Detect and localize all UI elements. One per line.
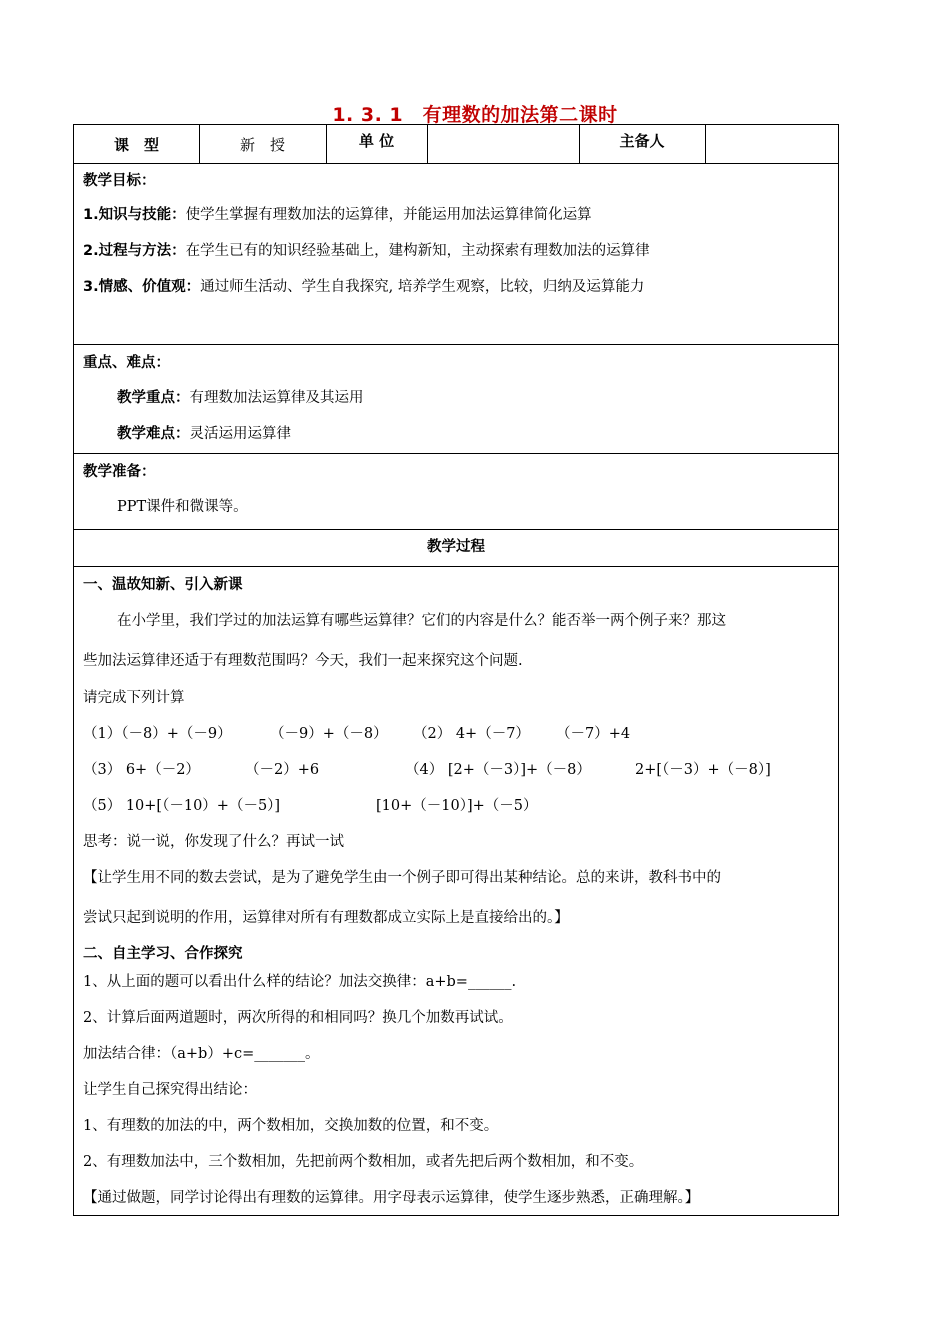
exercise-item: （1）（－8）+（－9） xyxy=(83,726,232,742)
exercise-prompt: 请完成下列计算 xyxy=(83,690,185,706)
objective-item: 1.知识与技能：使学生掌握有理数加法的运算律，并能运用加法运算律简化运算 xyxy=(83,207,592,223)
lesson-plan-table xyxy=(73,124,839,1216)
row-divider xyxy=(74,344,838,345)
exercise-item: （2） 4+（－7） xyxy=(413,726,530,742)
exercise-item: （3） 6+（－2） xyxy=(83,762,200,778)
page-title: 1. 3. 1 有理数的加法第二课时 xyxy=(332,104,618,126)
unit-label: 单 位 xyxy=(358,132,395,150)
question-line: 2、计算后面两道题时，两次所得的和相同吗？换几个加数再试试。 xyxy=(83,1010,513,1026)
exercise-item: 2+[（－3）+（－8）] xyxy=(635,762,771,778)
exercise-item: （5） 10+[（－10）+（－5）] xyxy=(83,798,281,814)
row-divider xyxy=(74,163,838,164)
type-value: 新 授 xyxy=(239,135,285,154)
exercise-item: （－7）+4 xyxy=(556,726,631,742)
intro-line: 在小学里，我们学过的加法运算有哪些运算律？它们的内容是什么？能否举一两个例子来？那这 xyxy=(117,613,726,629)
row-divider xyxy=(74,566,838,567)
exercise-item: （－9）+（－8） xyxy=(270,726,388,742)
preparation-heading: 教学准备： xyxy=(83,464,156,480)
objective-item: 2.过程与方法：在学生已有的知识经验基础上，建构新知，主动探索有理数加法的运算律 xyxy=(83,243,650,259)
keypoints-heading: 重点、难点： xyxy=(83,355,170,371)
think-line: 思考：说一说，你发现了什么？再试一试 xyxy=(83,834,344,850)
unit-value xyxy=(427,125,579,163)
assoc-line: 加法结合律：（a+b）+c=_______。 xyxy=(83,1046,320,1062)
objective-item: 3.情感、价值观：通过师生活动、学生自我探究, 培养学生观察，比较，归纳及运算能力 xyxy=(83,279,645,295)
note-line: 【让学生用不同的数去尝试，是为了避免学生由一个例子即可得出某种结论。总的来讲，教科书中的 xyxy=(83,870,721,886)
row-divider xyxy=(74,453,838,454)
type-label: 课 型 xyxy=(113,135,159,154)
preparer-value xyxy=(705,125,839,163)
row-divider xyxy=(74,529,838,530)
note-line: 【通过做题，同学讨论得出有理数的运算律。用字母表示运算律，使学生逐步熟悉，正确理解。】 xyxy=(83,1190,700,1206)
section2-title: 二、自主学习、合作探究 xyxy=(83,946,243,962)
difficulty-line: 教学难点：灵活运用运算律 xyxy=(117,426,291,442)
explore-line: 让学生自己探究得出结论： xyxy=(83,1082,257,1098)
exercise-item: （4） [2+（－3）]+（－8） xyxy=(405,762,591,778)
question-line: 1、从上面的题可以看出什么样的结论？加法交换律：a+b=______. xyxy=(83,974,517,990)
objectives-heading: 教学目标： xyxy=(83,173,156,189)
conclusion-line: 1、有理数的加法的中，两个数相加，交换加数的位置，和不变。 xyxy=(83,1118,499,1134)
conclusion-line: 2、有理数加法中，三个数相加，先把前两个数相加，或者先把后两个数相加，和不变。 xyxy=(83,1154,644,1170)
exercise-item: （－2）+6 xyxy=(245,762,320,778)
section1-title: 一、温故知新、引入新课 xyxy=(83,577,243,593)
note-line: 尝试只起到说明的作用，运算律对所有有理数都成立实际上是直接给出的。】 xyxy=(83,910,569,926)
exercise-item: [10+（－10）]+（－5） xyxy=(376,798,538,814)
preparation-text: PPT课件和微课等。 xyxy=(117,499,248,515)
focus-line: 教学重点：有理数加法运算律及其运用 xyxy=(117,390,364,406)
process-heading: 教学过程 xyxy=(427,539,485,555)
preparer-label: 主备人 xyxy=(619,132,665,150)
intro-line: 些加法运算律还适于有理数范围吗？今天，我们一起来探究这个问题. xyxy=(83,653,523,669)
